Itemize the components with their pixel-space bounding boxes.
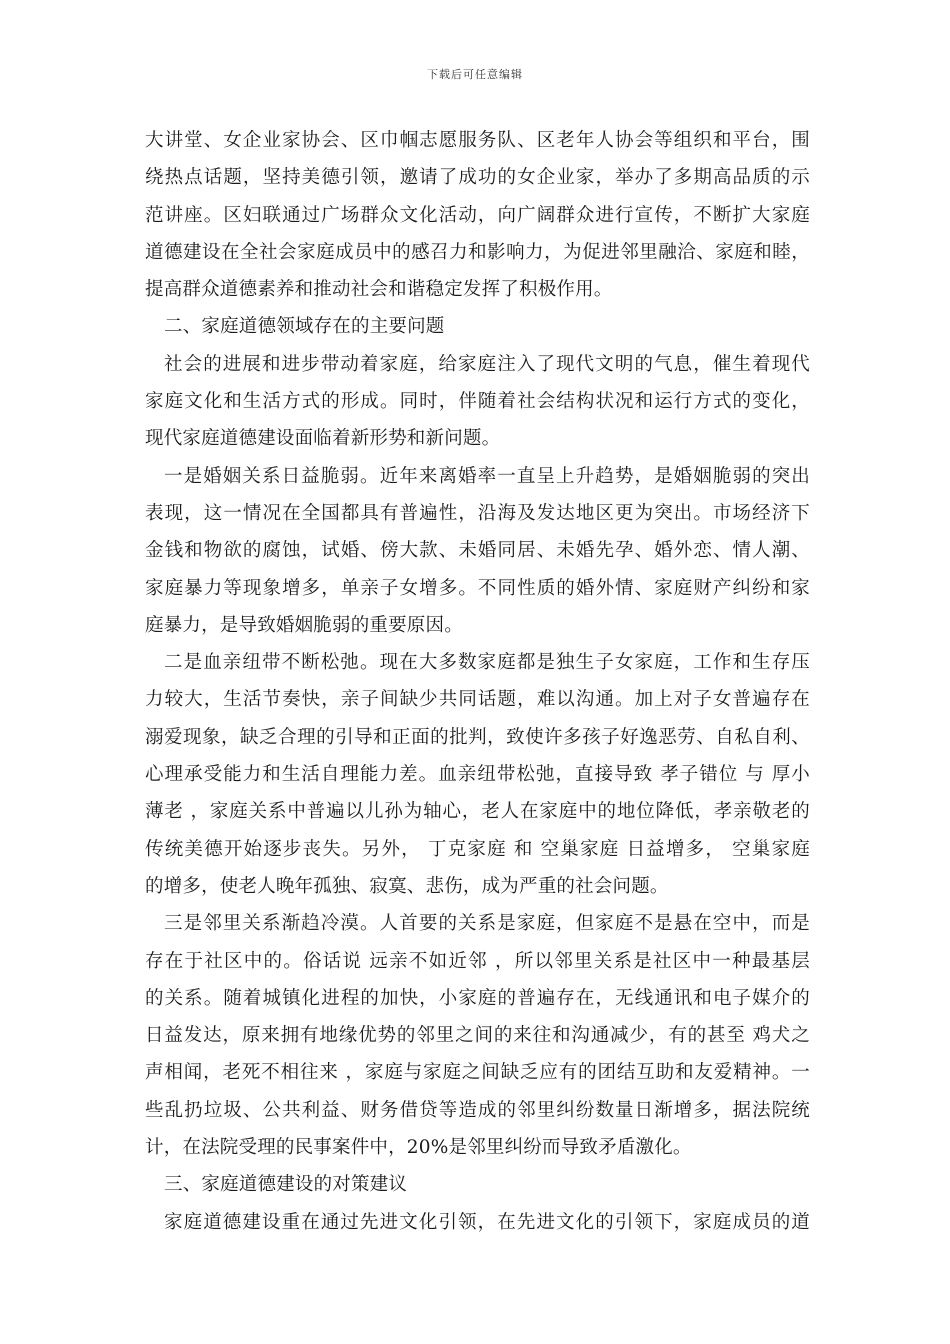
text-line: 传统美德开始逐步丧失。另外， 丁克家庭 和 空巢家庭 日益增多， 空巢家庭 xyxy=(145,838,810,860)
text-line: 存在于社区中的。俗话说 远亲不如近邻 ，所以邻里关系是社区中一种最基层 xyxy=(145,950,810,972)
text-line: 力较大，生活节奏快，亲子间缺少共同话题，难以沟通。加上对子女普遍存在 xyxy=(145,689,810,711)
text-line: 一是婚姻关系日益脆弱。近年来离婚率一直呈上升趋势，是婚姻脆弱的突出 xyxy=(164,465,810,487)
text-line: 些乱扔垃圾、公共利益、财务借贷等造成的邻里纠纷数量日渐增多，据法院统 xyxy=(145,1099,810,1121)
text-line: 的关系。随着城镇化进程的加快，小家庭的普遍存在，无线通讯和电子媒介的 xyxy=(145,987,810,1009)
text-line: 的增多，使老人晚年孤独、寂寞、悲伤，成为严重的社会问题。 xyxy=(145,875,669,897)
text-line: 大讲堂、女企业家协会、区巾帼志愿服务队、区老年人协会等组织和平台，围 xyxy=(145,130,810,151)
text-line: 三是邻里关系渐趋冷漠。人首要的关系是家庭，但家庭不是悬在空中，而是 xyxy=(164,913,810,935)
text-line: 声相闻，老死不相往来 ，家庭与家庭之间缺乏应有的团结互助和友爱精神。一 xyxy=(145,1062,810,1084)
text-line: 家庭暴力等现象增多，单亲子女增多。不同性质的婚外情、家庭财产纠纷和家 xyxy=(145,577,810,599)
text-line: 表现，这一情况在全国都具有普遍性，沿海及发达地区更为突出。市场经济下 xyxy=(145,502,810,524)
text-line: 薄老 ，家庭关系中普遍以儿孙为轴心，老人在家庭中的地位降低，孝亲敬老的 xyxy=(145,801,810,823)
text-line: 社会的进展和进步带动着家庭，给家庭注入了现代文明的气息，催生着现代 xyxy=(164,353,810,375)
text-line: 家庭道德建设重在通过先进文化引领，在先进文化的引领下，家庭成员的道 xyxy=(164,1211,810,1233)
text-line: 庭暴力，是导致婚姻脆弱的重要原因。 xyxy=(145,614,463,636)
text-line: 心理承受能力和生活自理能力差。血亲纽带松弛，直接导致 孝子错位 与 厚小 xyxy=(145,764,810,786)
document-body xyxy=(145,122,810,1241)
text-line: 二、家庭道德领域存在的主要问题 xyxy=(164,316,445,338)
text-line: 绕热点话题，坚持美德引领，邀请了成功的女企业家，举办了多期高品质的示 xyxy=(145,167,810,189)
text-line: 家庭文化和生活方式的形成。同时，伴随着社会结构状况和运行方式的变化， xyxy=(145,391,810,413)
text-line: 提高群众道德素养和推动社会和谐稳定发挥了积极作用。 xyxy=(145,279,613,301)
page-header: 下载后可任意编辑 xyxy=(427,68,523,81)
text-line: 现代家庭道德建设面临着新形势和新问题。 xyxy=(145,428,501,450)
text-line: 道德建设在全社会家庭成员中的感召力和影响力，为促进邻里融洽、家庭和睦， xyxy=(145,241,810,263)
text-line: 溺爱现象，缺乏合理的引导和正面的批判，致使许多孩子好逸恶劳、自私自利、 xyxy=(145,726,810,748)
text-line: 二是血亲纽带不断松弛。现在大多数家庭都是独生子女家庭，工作和生存压 xyxy=(164,652,810,674)
text-line: 三、家庭道德建设的对策建议 xyxy=(164,1174,408,1196)
text-line: 金钱和物欲的腐蚀，试婚、傍大款、未婚同居、未婚先孕、婚外恋、情人潮、 xyxy=(145,540,810,562)
text-line: 日益发达，原来拥有地缘优势的邻里之间的来往和沟通减少，有的甚至 鸡犬之 xyxy=(145,1025,810,1047)
text-line: 计，在法院受理的民事案件中，20%是邻里纠纷而导致矛盾激化。 xyxy=(145,1137,692,1159)
text-line: 范讲座。区妇联通过广场群众文化活动，向广阔群众进行宣传，不断扩大家庭 xyxy=(145,204,810,226)
